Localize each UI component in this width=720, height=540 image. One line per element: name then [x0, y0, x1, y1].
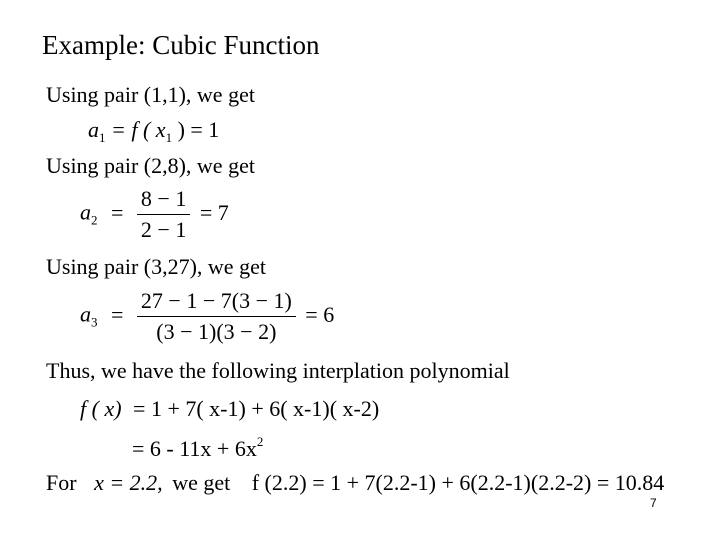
- eq-a1-tail: ) = 1: [177, 117, 220, 142]
- eq-a2-equals: =: [111, 199, 124, 225]
- eq-a2-numerator: 8 − 1: [140, 186, 187, 211]
- eq-a2-fraction-bar: [137, 214, 190, 215]
- eq-a3-result: = 6: [305, 301, 335, 327]
- eq-a2-denominator: 2 − 1: [140, 217, 187, 242]
- eq-a3-sub: 3: [91, 314, 98, 330]
- eq-a3-fraction: [137, 288, 296, 345]
- equation-polynomial: [80, 396, 379, 422]
- text-line-evaluation: [46, 470, 664, 496]
- eval-mid: we get: [172, 470, 231, 495]
- eq-a2-result: = 7: [199, 199, 229, 225]
- eq-a2-fraction: [137, 186, 190, 243]
- eval-calculation: f (2.2) = 1 + 7(2.2-1) + 6(2.2-1)(2.2-2) = 10.84: [251, 470, 665, 495]
- equation-a1: [88, 117, 219, 146]
- eq-a3-equals: =: [111, 301, 124, 327]
- text-line-pair-2: Using pair (2,8), we get: [46, 153, 255, 178]
- slide-number: 7: [650, 496, 657, 510]
- eq-simplified-rhs: = 6 - 11x + 6x: [132, 436, 257, 461]
- slide-title: Example: Cubic Function: [42, 30, 320, 60]
- equation-simplified: [132, 434, 263, 462]
- eq-poly-rhs: = 1 + 7( x-1) + 6( x-1)( x-2): [133, 396, 380, 421]
- text-line-pair-1: Using pair (1,1), we get: [46, 82, 255, 107]
- eq-a2-var: a: [80, 199, 91, 225]
- eq-a1-rest: = f ( x: [111, 117, 166, 142]
- eq-a3-denominator: (3 − 1)(3 − 2): [156, 319, 277, 344]
- equation-a3: [80, 288, 334, 345]
- eq-simplified-exponent: 2: [256, 434, 264, 449]
- eq-a1-var: a: [88, 117, 99, 142]
- text-line-polynomial-intro: Thus, we have the following interplation polynomial: [46, 358, 510, 383]
- eq-poly-lhs: f ( x): [80, 396, 122, 421]
- eq-a2-sub: 2: [91, 212, 98, 228]
- eval-prefix: For: [46, 470, 77, 495]
- eval-condition: x = 2.2,: [94, 470, 163, 495]
- eq-a3-fraction-bar: [137, 316, 296, 317]
- equation-a2: [80, 186, 229, 243]
- text-line-pair-3: Using pair (3,27), we get: [46, 254, 266, 279]
- eq-a1-sub: 1: [99, 130, 106, 145]
- eq-a1-xsub: 1: [165, 130, 173, 145]
- eq-a3-numerator: 27 − 1 − 7(3 − 1): [140, 288, 292, 313]
- eq-a3-var: a: [80, 301, 91, 327]
